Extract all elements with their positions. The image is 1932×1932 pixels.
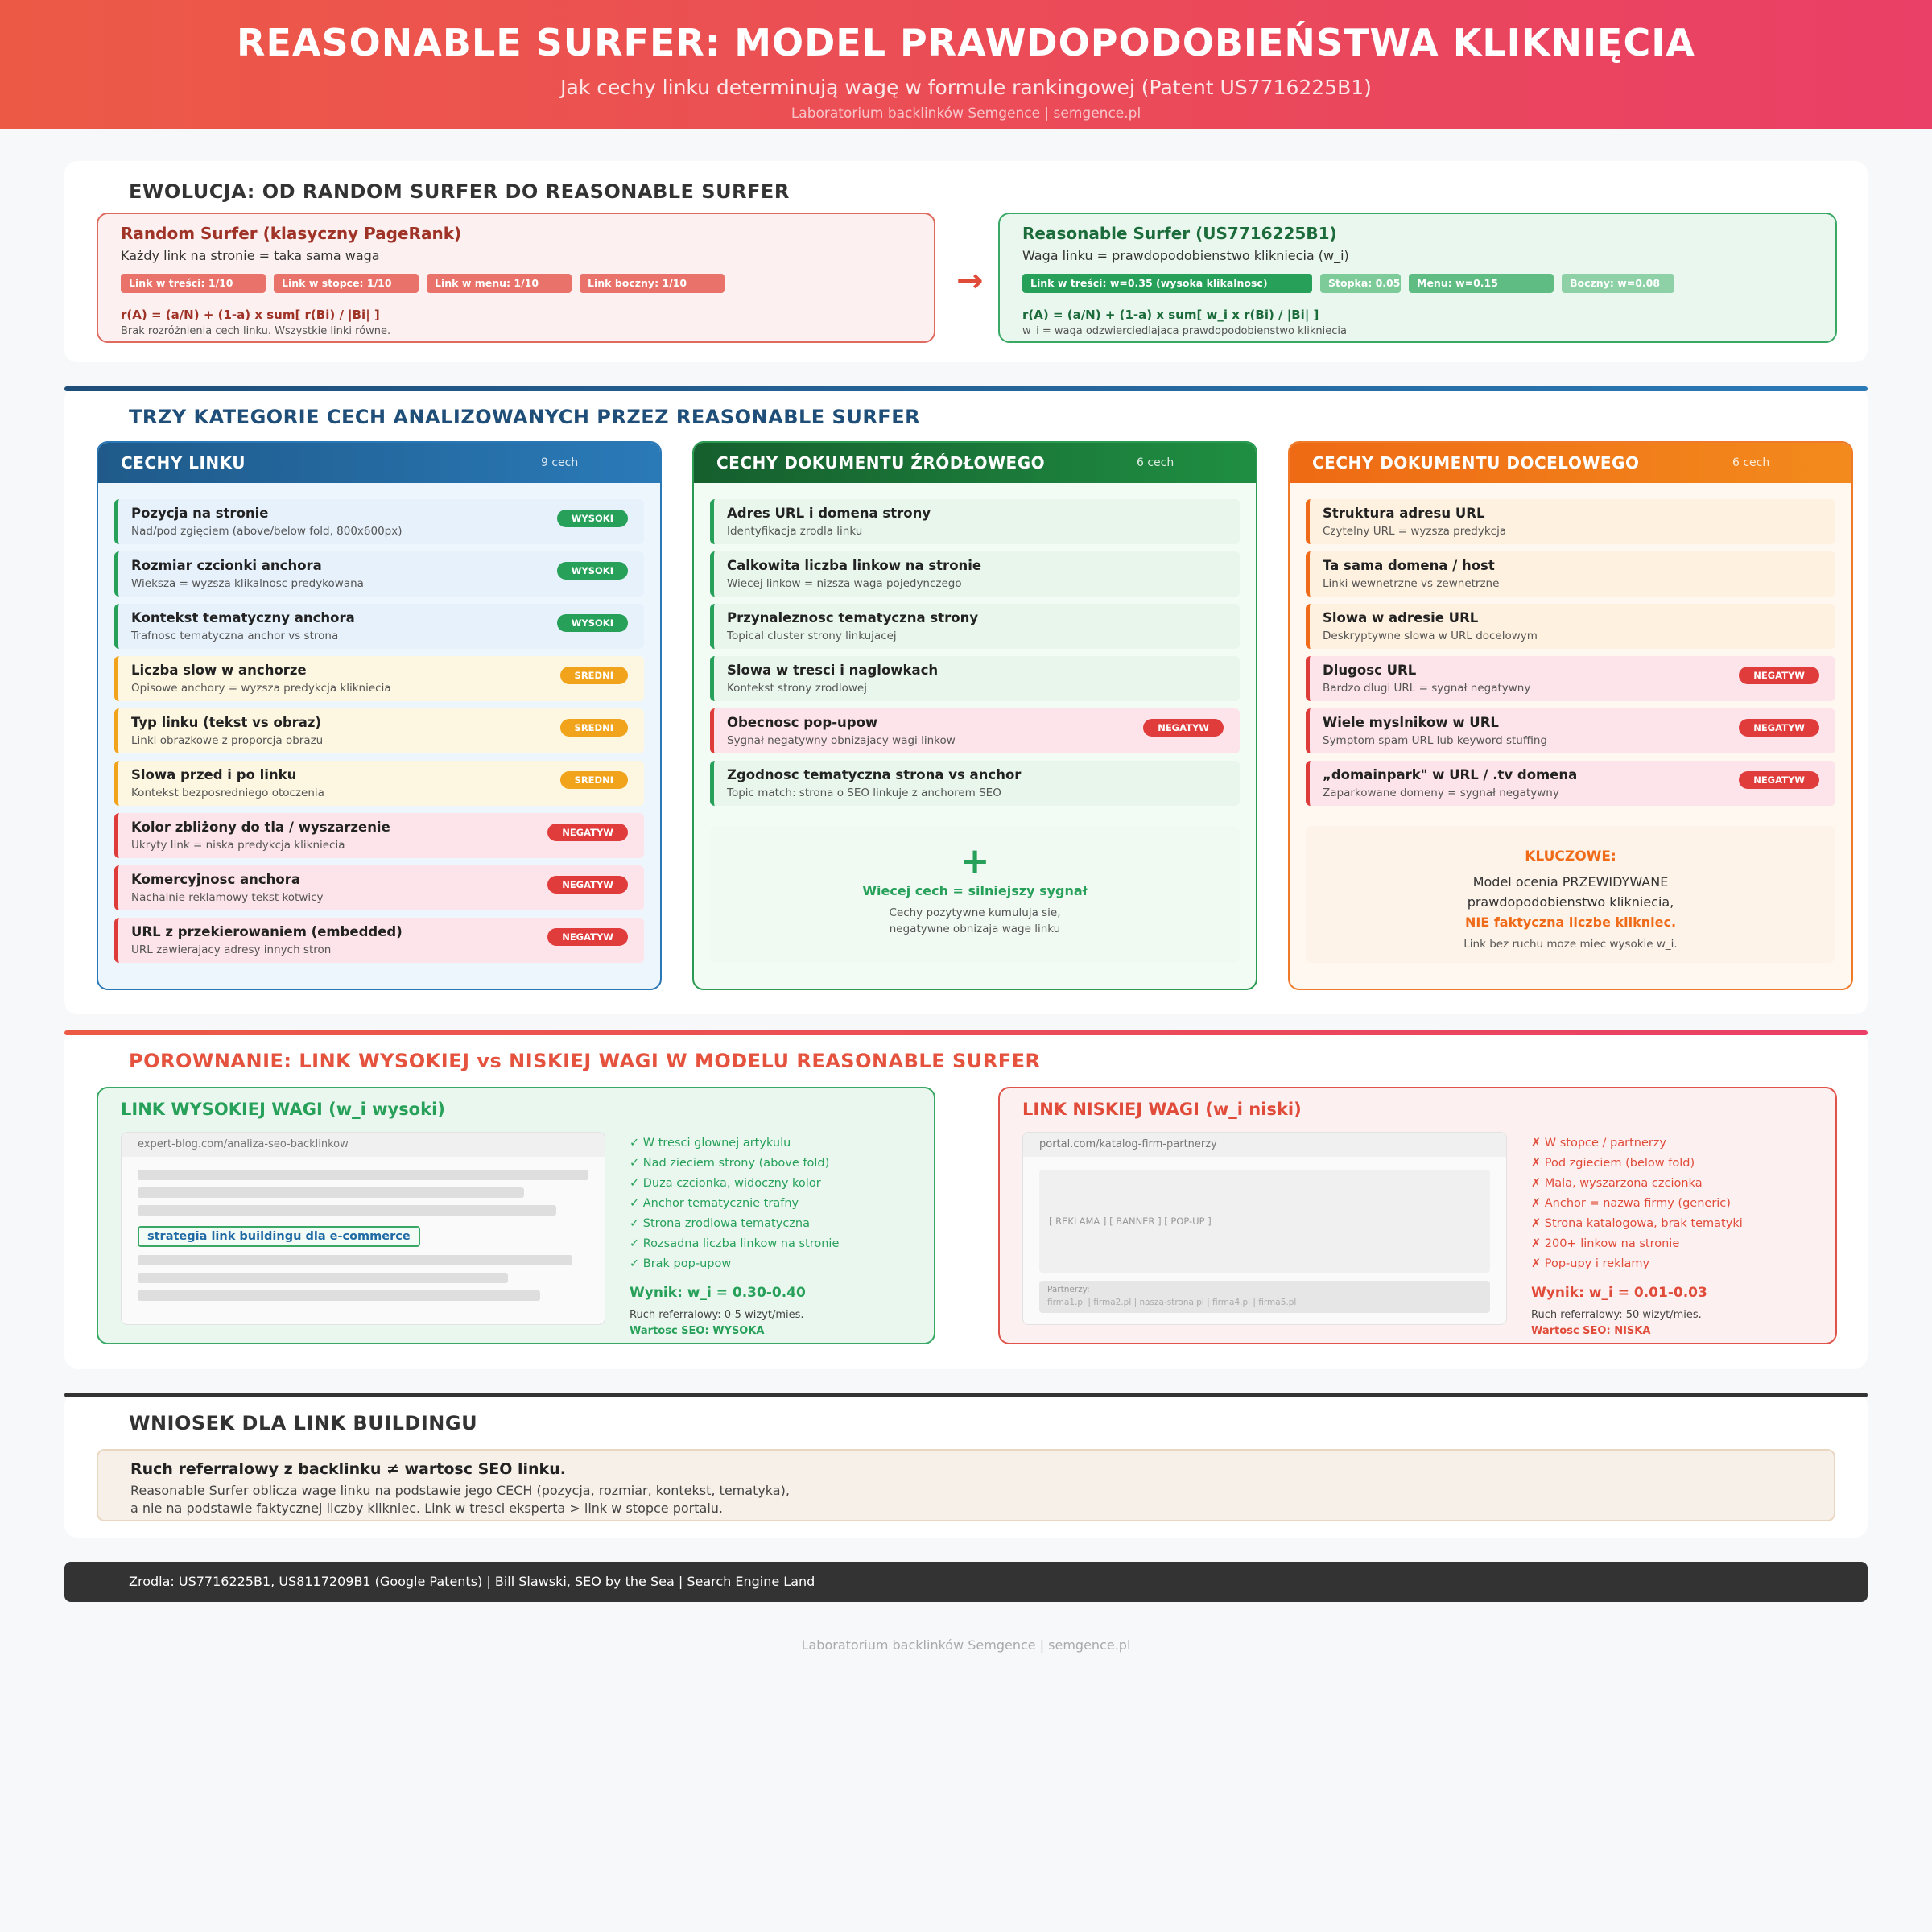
random-surfer-desc: Każdy link na stronie = taka sama waga xyxy=(121,248,380,263)
low-weight-title: LINK NISKIEJ WAGI (w_i niski) xyxy=(1022,1100,1302,1119)
list-item: Dlugosc URL Bardzo dlugi URL = sygnał negatywny NEGATYW xyxy=(1306,656,1835,701)
high-weight-page-mock xyxy=(121,1132,605,1325)
reasonable-chip: Boczny: w=0.08 xyxy=(1562,274,1674,293)
random-note: Brak rozróżnienia cech linku. Wszystkie linki równe. xyxy=(121,325,391,337)
target-features-title: CECHY DOKUMENTU DOCELOWEGO xyxy=(1312,453,1640,473)
list-item: Przynaleznosc tematyczna strony Topical cluster strony linkujacej xyxy=(710,604,1240,649)
source-extra-note: + Wiecej cech = silniejszy sygnał Cechy pozytywne kumuluja sie, negatywne obnizaja wage linku xyxy=(710,826,1240,963)
reasonable-chip: Link w treści: w=0.35 (wysoka klikalnosc) xyxy=(1022,274,1312,293)
header-lab: Laboratorium backlinków Semgence | semgence.pl xyxy=(791,105,1141,122)
high-weight-seo-value: Wartosc SEO: WYSOKA xyxy=(630,1325,765,1337)
status-badge: WYSOKI xyxy=(557,562,628,580)
list-item: Slowa przed i po linku Kontekst bezposredniego otoczenia SREDNI xyxy=(114,761,644,806)
conclusion-head: Ruch referralowy z backlinku ≠ wartosc SEO linku. xyxy=(130,1460,566,1478)
partners-footer: Partnerzy: firma1.pl | firma2.pl | nasza-strona.pl | firma4.pl | firma5.pl xyxy=(1039,1281,1490,1313)
status-badge: WYSOKI xyxy=(557,510,628,527)
low-weight-checklist: ✗ W stopce / partnerzy ✗ Pod zgieciem (below fold) ✗ Mala, wyszarzona czcionka ✗ Anchor = nazwa firmy (generic) ✗ Strona katalogowa, brak tematyki ✗ 200+ linkow na stronie ✗ Pop-upy i reklamy xyxy=(1531,1137,1743,1270)
status-badge: NEGATYW xyxy=(547,876,628,894)
high-weight-checklist: ✓ W tresci glownej artykulu ✓ Nad zieciem strony (above fold) ✓ Duza czcionka, widoczny kolor ✓ Anchor tematycznie trafny ✓ Strona zrodlowa tematyczna ✓ Rozsadna liczba linkow na stronie ✓ Brak pop-upow xyxy=(630,1137,840,1270)
target-features-card xyxy=(1288,441,1853,990)
list-item: Komercyjnosc anchora Nachalnie reklamowy tekst kotwicy NEGATYW xyxy=(114,865,644,910)
list-item: „domainpark" w URL / .tv domena Zaparkowane domeny = sygnał negatywny NEGATYW xyxy=(1306,761,1835,806)
list-item: Typ linku (tekst vs obraz) Linki obrazkowe z proporcja obrazu SREDNI xyxy=(114,708,644,753)
ad-banner: [ REKLAMA ] [ BANNER ] [ POP-UP ] xyxy=(1039,1170,1490,1273)
random-surfer-box xyxy=(97,213,935,343)
page-title: REASONABLE SURFER: MODEL PRAWDOPODOBIEŃSTWA KLIKNIĘCIA xyxy=(237,21,1695,64)
status-badge: NEGATYW xyxy=(547,928,628,946)
list-item: Liczba slow w anchorze Opisowe anchory = wyzsza predykcja klikniecia SREDNI xyxy=(114,656,644,701)
conclusion-box: Ruch referralowy z backlinku ≠ wartosc SEO linku. Reasonable Surfer oblicza wage linku na podstawie jego CECH (pozycja, rozmiar, kontekst, tematyka), a nie na podstawie faktycznej liczby klikniec. Link w tresci eksperta > link w stopce portalu. xyxy=(97,1449,1835,1521)
anchor-link[interactable]: strategia link buildingu dla e-commerce xyxy=(138,1226,420,1247)
link-features-title: CECHY LINKU xyxy=(121,453,246,473)
status-badge: SREDNI xyxy=(560,667,628,684)
status-badge: NEGATYW xyxy=(547,824,628,841)
random-surfer-title: Random Surfer (klasyczny PageRank) xyxy=(121,224,462,243)
list-item: Adres URL i domena strony Identyfikacja zrodla linku xyxy=(710,499,1240,544)
source-features-card xyxy=(692,441,1257,990)
arrow-right-icon: → xyxy=(956,262,984,299)
random-chip: Link w treści: 1/10 xyxy=(121,274,266,293)
low-weight-url: portal.com/katalog-firm-partnerzy xyxy=(1023,1133,1506,1157)
list-item: Kontekst tematyczny anchora Trafnosc tematyczna anchor vs strona WYSOKI xyxy=(114,604,644,649)
list-item: Struktura adresu URL Czytelny URL = wyzsza predykcja xyxy=(1306,499,1835,544)
status-badge: NEGATYW xyxy=(1143,719,1224,737)
link-features-card xyxy=(97,441,662,990)
high-weight-score: Wynik: w_i = 0.30-0.40 xyxy=(630,1285,806,1301)
link-features-count: 9 cech xyxy=(541,456,579,469)
list-item: Calkowita liczba linkow na stronie Wiecej linkow = nizsza waga pojedynczego xyxy=(710,551,1240,597)
high-weight-url: expert-blog.com/analiza-seo-backlinkow xyxy=(122,1133,605,1157)
comparison-title: POROWNANIE: LINK WYSOKIEJ vs NISKIEJ WAGI W MODELU REASONABLE SURFER xyxy=(129,1050,1041,1072)
low-weight-score: Wynik: w_i = 0.01-0.03 xyxy=(1531,1285,1707,1301)
partner-links[interactable]: firma1.pl | firma2.pl | nasza-strona.pl | firma4.pl | firma5.pl xyxy=(1047,1298,1297,1307)
status-badge: SREDNI xyxy=(560,771,628,789)
high-weight-box xyxy=(97,1087,935,1344)
high-weight-referral: Ruch referralowy: 0-5 wizyt/mies. xyxy=(630,1309,804,1321)
source-features-count: 6 cech xyxy=(1137,456,1174,469)
high-weight-title: LINK WYSOKIEJ WAGI (w_i wysoki) xyxy=(121,1100,445,1119)
low-weight-seo-value: Wartosc SEO: NISKA xyxy=(1531,1325,1651,1337)
low-weight-page-mock xyxy=(1022,1132,1507,1325)
conclusion-divider xyxy=(64,1393,1868,1397)
reasonable-chip: Stopka: 0.05 xyxy=(1320,274,1401,293)
page-subtitle: Jak cechy linku determinują wagę w formule rankingowej (Patent US7716225B1) xyxy=(560,76,1372,99)
target-features-count: 6 cech xyxy=(1732,456,1770,469)
random-formula: r(A) = (a/N) + (1-a) x sum[ r(Bi) / |Bi| ] xyxy=(121,308,380,322)
evolution-title: EWOLUCJA: OD RANDOM SURFER DO REASONABLE SURFER xyxy=(129,180,790,203)
list-item: Zgodnosc tematyczna strona vs anchor Topic match: strona o SEO linkuje z anchorem SEO xyxy=(710,761,1240,806)
list-item: Ta sama domena / host Linki wewnetrzne vs zewnetrzne xyxy=(1306,551,1835,597)
conclusion-title: WNIOSEK DLA LINK BUILDINGU xyxy=(129,1412,478,1435)
sources-bar: Zrodla: US7716225B1, US8117209B1 (Google Patents) | Bill Slawski, SEO by the Sea | Search Engine Land xyxy=(64,1562,1868,1602)
categories-title: TRZY KATEGORIE CECH ANALIZOWANYCH PRZEZ REASONABLE SURFER xyxy=(129,406,921,428)
list-item: Rozmiar czcionki anchora Wieksza = wyzsza klikalnosc predykowana WYSOKI xyxy=(114,551,644,597)
target-key-note: KLUCZOWE: Model ocenia PRZEWIDYWANE prawdopodobienstwo klikniecia, NIE faktyczna liczbe klikniec. Link bez ruchu moze miec wysokie w_i. xyxy=(1306,826,1835,963)
list-item: Kolor zbliżony do tla / wyszarzenie Ukryty link = niska predykcja klikniecia NEGATYW xyxy=(114,813,644,858)
page-header xyxy=(0,0,1932,129)
reasonable-chip: Menu: w=0.15 xyxy=(1409,274,1554,293)
reasonable-surfer-desc: Waga linku = prawdopodobienstwo klikniecia (w_i) xyxy=(1022,248,1349,263)
random-chip: Link boczny: 1/10 xyxy=(580,274,724,293)
reasonable-note: w_i = waga odzwierciedlajaca prawdopodobienstwo klikniecia xyxy=(1022,325,1347,337)
status-badge: WYSOKI xyxy=(557,614,628,632)
list-item: URL z przekierowaniem (embedded) URL zawierajacy adresy innych stron NEGATYW xyxy=(114,918,644,963)
comparison-divider xyxy=(64,1030,1868,1035)
source-features-title: CECHY DOKUMENTU ŹRÓDŁOWEGO xyxy=(716,453,1046,473)
list-item: Obecnosc pop-upow Sygnał negatywny obnizajacy wagi linkow NEGATYW xyxy=(710,708,1240,753)
reasonable-surfer-title: Reasonable Surfer (US7716225B1) xyxy=(1022,224,1337,243)
status-badge: NEGATYW xyxy=(1739,719,1819,737)
low-weight-referral: Ruch referralowy: 50 wizyt/mies. xyxy=(1531,1309,1702,1321)
status-badge: SREDNI xyxy=(560,719,628,737)
status-badge: NEGATYW xyxy=(1739,771,1819,789)
list-item: Slowa w tresci i naglowkach Kontekst strony zrodlowej xyxy=(710,656,1240,701)
footer-lab: Laboratorium backlinków Semgence | semgence.pl xyxy=(801,1637,1131,1653)
low-weight-box xyxy=(998,1087,1837,1344)
list-item: Slowa w adresie URL Deskryptywne slowa w URL docelowym xyxy=(1306,604,1835,649)
status-badge: NEGATYW xyxy=(1739,667,1819,684)
list-item: Wiele myslnikow w URL Symptom spam URL lub keyword stuffing NEGATYW xyxy=(1306,708,1835,753)
random-chip: Link w menu: 1/10 xyxy=(427,274,572,293)
reasonable-surfer-box xyxy=(998,213,1837,343)
reasonable-formula: r(A) = (a/N) + (1-a) x sum[ w_i x r(Bi) / |Bi| ] xyxy=(1022,308,1319,322)
categories-divider xyxy=(64,386,1868,391)
list-item: Pozycja na stronie Nad/pod zgięciem (above/below fold, 800x600px) WYSOKI xyxy=(114,499,644,544)
random-chip: Link w stopce: 1/10 xyxy=(274,274,419,293)
plus-icon: + xyxy=(960,840,990,881)
